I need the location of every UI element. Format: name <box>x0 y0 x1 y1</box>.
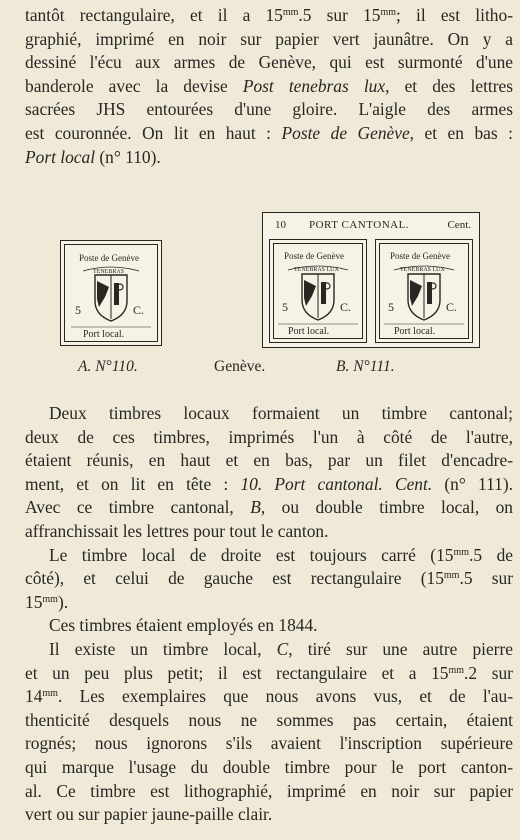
stamp-motto: TENEBRAS LUX <box>294 267 339 273</box>
stamp-bottom-label: Port local. <box>288 326 330 337</box>
text-line: banderole avec la devise Post tenebras lux, et des lettres <box>25 75 514 96</box>
text-line: qui marque l'usage du double timbre pour le port canton- <box>25 756 513 777</box>
text-line: affranchissait les lettres pour tout le canton. <box>25 520 329 541</box>
text-line: Il existe un timbre local, C, tiré sur une autre pierre <box>49 638 513 659</box>
stamp-b-right <box>375 239 473 343</box>
stamp-value-right: C. <box>340 300 352 314</box>
stamp-top-label: Poste de Genève <box>390 251 450 261</box>
stamp-top-label: Poste de Genève <box>284 251 344 261</box>
caption-a: A. N°110. <box>78 358 138 375</box>
text-line: $14^{mm}$. Les exemplaires que nous avons vus, et de l'au- <box>25 686 513 707</box>
text-line: Le timbre local de droite est toujours carré ($15^{mm}.5$ de <box>49 544 513 565</box>
stamp-a <box>60 240 162 346</box>
text-line: tantôt rectangulaire, et il a $15^{mm}.5$ sur $15^{mm}$; il est litho- <box>25 5 513 25</box>
caption-b: B. N°111. <box>336 358 395 375</box>
text-line: graphié, imprimé en noir sur papier vert jaunâtre. On y a <box>25 28 513 49</box>
stamp-motto: TENEBRAS <box>93 269 125 275</box>
text-line: est couronnée. On lit en haut : Poste de Genève, et en bas : <box>25 122 513 143</box>
text-line: Port local (n° 110). <box>25 146 161 167</box>
text-line: vert ou sur papier jaune-paille clair. <box>25 804 273 825</box>
stamp-b-double <box>262 212 480 348</box>
text-line: Ces timbres étaient employés en 1844. <box>49 615 318 636</box>
text-line: dessiné l'écu aux armes de Genève, qui est surmonté d'une <box>25 52 513 73</box>
text-line: étaient réunis, en haut et en bas, par un filet d'encadre- <box>25 450 513 471</box>
text-line: deux de ces timbres, imprimés l'un à côté de l'autre, <box>25 426 513 447</box>
text-line: ment, et on lit en tête : 10. Port cantonal. Cent. (n° 111). <box>25 473 513 494</box>
stamp-b-left <box>269 239 367 343</box>
text-line: Deux timbres locaux formaient un timbre cantonal; <box>49 403 513 423</box>
top-paragraph <box>25 4 513 169</box>
text-line: rognés; nous ignorons s'ils avaient l'inscription supérieure <box>25 733 513 754</box>
text-line: sacrées JHS entourées d'une gloire. L'aigle des armes <box>25 99 513 120</box>
text-line: côté), et celui de gauche est rectangulaire ($15^{mm}.5$ sur <box>25 568 513 589</box>
text-line: et un peu plus petit; il est rectangulaire et a $15^{mm}.2$ sur <box>25 662 513 683</box>
stamp-value-right: C. <box>133 303 145 317</box>
text-line: Avec ce timbre cantonal, B, ou double timbre local, on <box>25 497 513 518</box>
bottom-paragraphs <box>25 402 513 827</box>
stamp-motto: TENEBRAS LUX <box>400 267 445 273</box>
stamp-value-right: C. <box>446 300 458 314</box>
stamp-value-left: 5 <box>282 300 288 314</box>
stamp-top-label: Poste de Genève <box>79 253 139 263</box>
text-line: al. Ce timbre est lithographié, imprimé en noir sur papier <box>25 780 513 801</box>
stamp-value-left: 5 <box>388 300 394 314</box>
stamp-figure <box>0 208 520 388</box>
stamp-bottom-label: Port local. <box>83 329 125 340</box>
stamp-value-left: 5 <box>75 303 81 317</box>
caption-geneve: Genève. <box>214 358 266 375</box>
text-line: $15^{mm}$). <box>25 591 69 612</box>
text-line: thenticité desquels nous ne sommes pas certain, étaient <box>25 709 513 730</box>
double-stamp-header: 10 PORT CANTONAL. Cent. <box>275 219 471 231</box>
stamp-bottom-label: Port local. <box>394 326 436 337</box>
